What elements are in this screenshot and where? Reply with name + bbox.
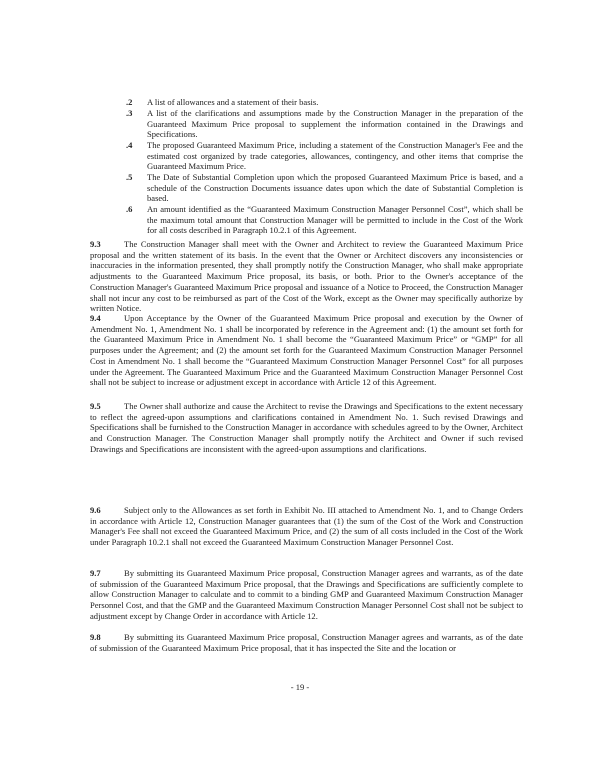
list-item: .4 The proposed Guaranteed Maximum Price, including a statement of the Construction Manager's Fee and the estimated cost organized by trade categories, allowances, contingency, and other items that comprise the Guaranteed Maximum Price. — [126, 140, 523, 172]
section-9-8: 9.8 By submitting its Guaranteed Maximum Price proposal, Construction Manager agrees and warrants, as of the date of submission of the Guaranteed Maximum Price proposal, that it has inspected the Site and the location or — [90, 632, 523, 653]
list-item: .3 A list of the clarifications and assumptions made by the Construction Manager in the preparation of the Guaranteed Maximum Price proposal to supplement the information contained in the Drawings and Specifications. — [126, 108, 523, 140]
list-item: .6 An amount identified as the “Guaranteed Maximum Construction Manager Personnel Cost”, which shall be the maximum total amount that Construction Manager will be permitted to include in the Cost of the Work for all costs described in Paragraph 10.2.1 of this Agreement. — [126, 204, 523, 236]
section-9-6: 9.6 Subject only to the Allowances as set forth in Exhibit No. III attached to Amendment No. 1, and to Change Orders in accordance with Article 12, Construction Manager guarantees that (1) the sum of the Cost of the Work and Construction Manager's Fee shall not exceed the Guaranteed Maximum Price, and (2) the sum of all costs included in the Cost of the Work under Paragraph 10.2.1 shall not exceed the Guaranteed Maximum Construction Manager Personnel Cost. — [90, 505, 523, 548]
section-9-3: 9.3 The Construction Manager shall meet with the Owner and Architect to review the Guaranteed Maximum Price proposal and the written statement of its basis. In the event that the Owner or Architect discovers any inconsistencies or inaccuracies in the information presented, they shall promptly notify the Construction Manager, who shall make appropriate adjustments to the Guaranteed Maximum Price proposal, its basis, or both. Prior to the Owner's acceptance of the Construction Manager's Guaranteed Maximum Price proposal and issuance of a Notice to Proceed, the Construction Manager shall not incur any cost to be reimbursed as part of the Cost of the Work, except as the Owner may specifically authorize by written Notice. — [90, 239, 523, 314]
list-item: .5 The Date of Substantial Completion upon which the proposed Guaranteed Maximum Price is based, and a schedule of the Construction Documents issuance dates upon which the date of Substantial Completion is based. — [126, 172, 523, 204]
page-number: - 19 - — [290, 682, 310, 692]
section-9-5: 9.5 The Owner shall authorize and cause the Architect to revise the Drawings and Specifications to the extent necessary to reflect the agreed-upon assumptions and clarifications contained in Amendment No. 1. Such revised Drawings and Specifications shall be furnished to the Construction Manager in accordance with schedules agreed to by the Owner, Architect and Construction Manager. The Construction Manager shall promptly notify the Architect and Owner if such revised Drawings and Specifications are inconsistent with the agreed-upon assumptions and clarifications. — [90, 401, 523, 454]
section-9-7: 9.7 By submitting its Guaranteed Maximum Price proposal, Construction Manager agrees and warrants, as of the date of submission of the Guaranteed Maximum Price proposal, that the Drawings and Specifications are sufficiently complete to allow Construction Manager to calculate and to commit to a binding GMP and Guaranteed Maximum Construction Manager Personnel Cost, and that the GMP and the Guaranteed Maximum Construction Manager Personnel Cost shall not be subject to adjustment except by Change Order in accordance with Article 12. — [90, 568, 523, 621]
section-9-4: 9.4 Upon Acceptance by the Owner of the Guaranteed Maximum Price proposal and execution by the Owner of Amendment No. 1, Amendment No. 1 shall be incorporated by reference in the Agreement and: (1) the amount set forth for the Guaranteed Maximum Price in Amendment No. 1 shall become the “Guaranteed Maximum Price” or “GMP” for all purposes under the Agreement; and (2) the amount set forth for the Guaranteed Maximum Construction Manager Personnel Cost in Amendment No. 1 shall become the “Guaranteed Maximum Construction Manager Personnel Cost” for all purposes under the Agreement. The Guaranteed Maximum Price and the Guaranteed Maximum Construction Manager Personnel Cost shall not be subject to increase or adjustment except in accordance with Article 12 of this Agreement. — [90, 313, 523, 388]
list-item: .2 A list of allowances and a statement of their basis. — [126, 97, 319, 107]
